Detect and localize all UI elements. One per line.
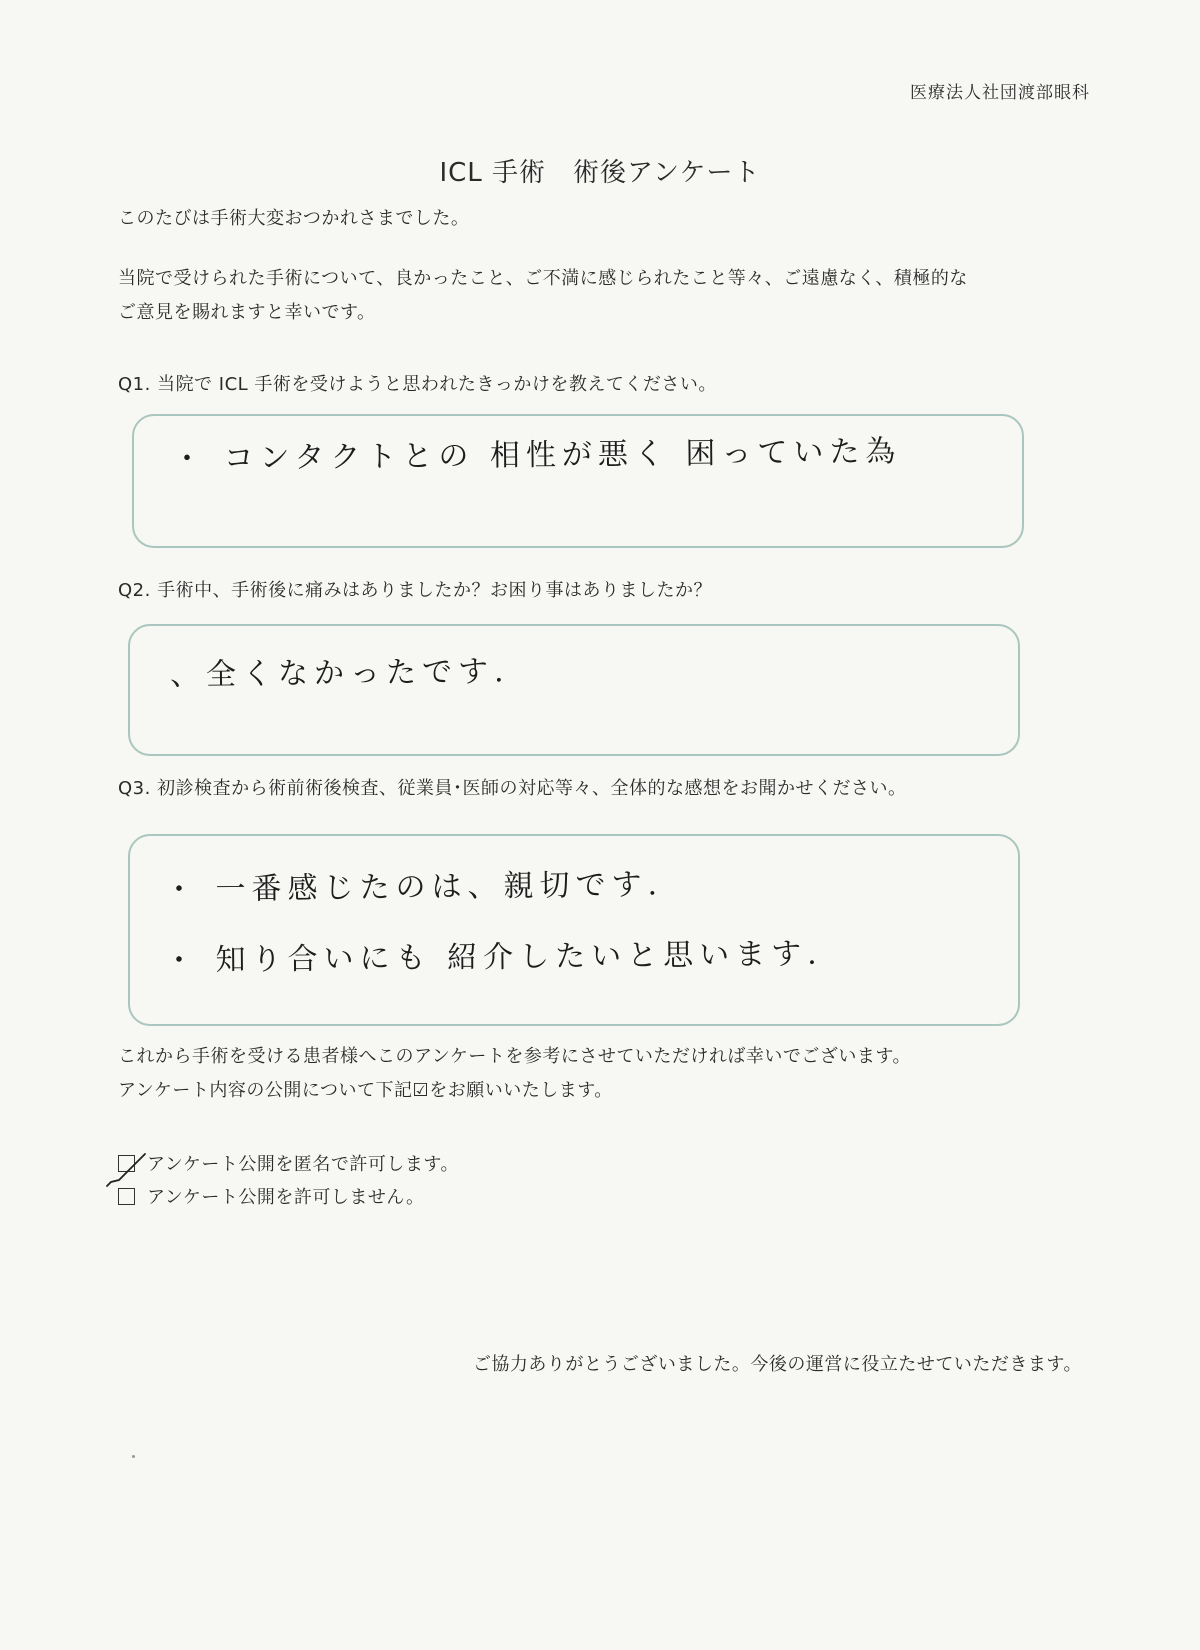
option-disallow[interactable]: [118, 1183, 425, 1209]
option-anonymous-allow[interactable]: [118, 1150, 459, 1176]
clinic-name: 医療法人社団渡部眼科: [910, 83, 1090, 103]
survey-title: ICL 手術 術後アンケート: [439, 158, 761, 188]
publication-line-2: アンケート内容の公開について下記☑をお願いいたします。: [118, 1080, 613, 1101]
publication-line-1: これから手術を受ける患者様へこのアンケートを参考にさせていただければ幸いでございます。: [118, 1046, 911, 1067]
option-anonymous-allow-label: アンケート公開を匿名で許可します。: [147, 1154, 459, 1175]
option-disallow-label: アンケート公開を許可しません。: [147, 1187, 425, 1208]
answer-box-2: [128, 624, 1020, 756]
answer-box-3: [128, 834, 1020, 1026]
closing-text: ご協力ありがとうございました。今後の運営に役立たせていただきます。: [472, 1354, 1082, 1375]
paper-speck: [132, 1455, 135, 1458]
question-1-label: Q1. 当院で ICL 手術を受けようと思われたきっかけを教えてください。: [118, 374, 717, 395]
answer-3-line-2: ・ 知り合いにも 紹介したいと思います.: [163, 936, 823, 979]
checkbox-anonymous-allow[interactable]: [118, 1155, 135, 1172]
publication-text: [118, 1040, 911, 1108]
checkbox-disallow[interactable]: [118, 1188, 135, 1205]
request-line-2: ご意見を賜れますと幸いです。: [118, 302, 376, 323]
question-2-label: Q2. 手術中、手術後に痛みはありましたか？お困り事はありましたか？: [118, 580, 713, 601]
answer-3-line-1: ・ 一番感じたのは、親切です.: [163, 867, 664, 908]
request-line-1: 当院で受けられた手術について、良かったこと、ご不満に感じられたこと等々、ご遠慮なく、積極的な: [118, 268, 968, 289]
answer-box-1: [132, 414, 1024, 548]
greeting-text: このたびは手術大変おつかれさまでした。: [118, 208, 470, 229]
answer-1-text: ・ コンタクトとの 相性が悪く 困っていた為: [171, 434, 902, 477]
request-text: [118, 262, 968, 330]
question-3-label: Q3. 初診検査から術前術後検査、従業員･医師の対応等々、全体的な感想をお聞かせください。: [118, 778, 907, 799]
answer-2-text: 、全くなかったです.: [169, 654, 510, 693]
